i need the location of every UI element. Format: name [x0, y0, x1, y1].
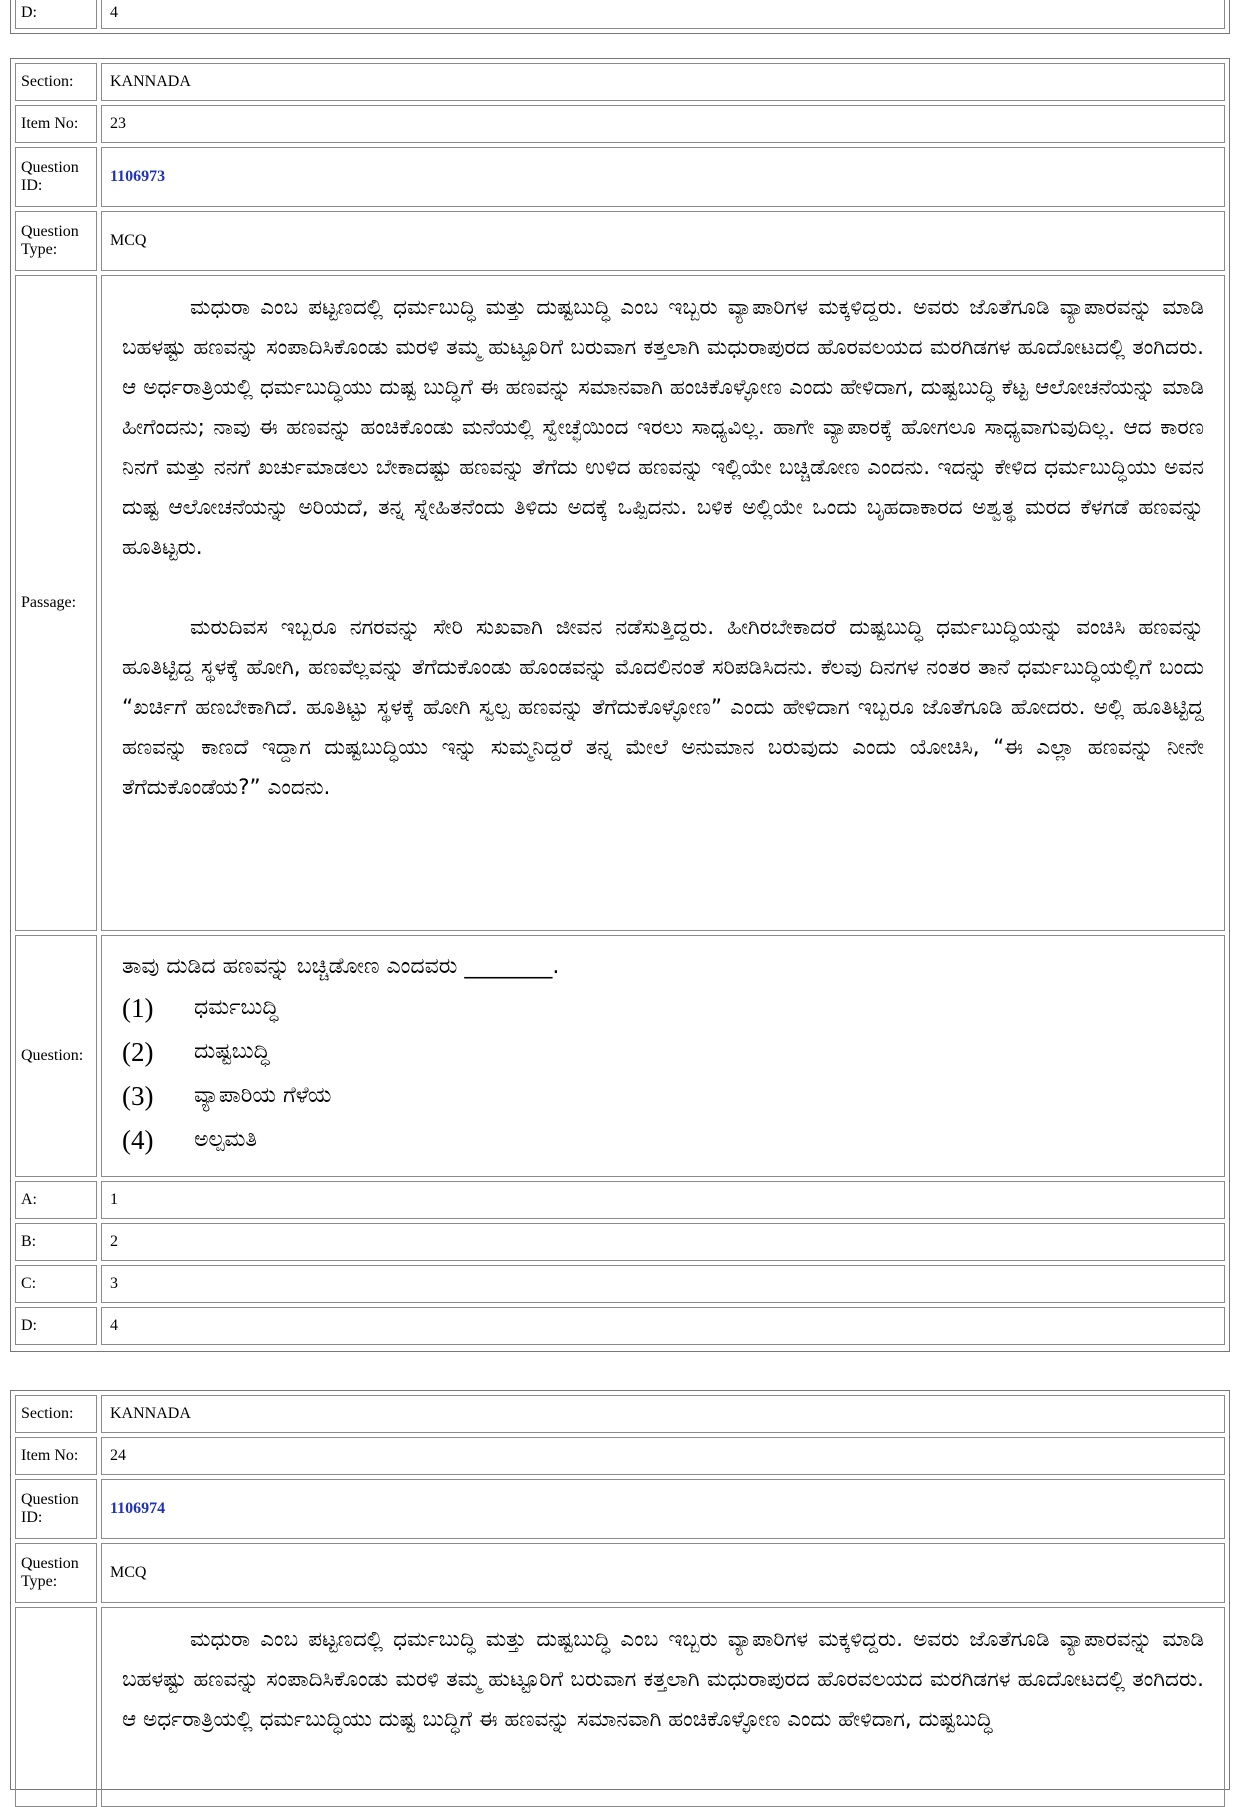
item-no-value: 24 [101, 1437, 1225, 1475]
question-type-row [15, 1543, 1225, 1603]
question-id-value [101, 147, 1225, 207]
question-type-value: MCQ [101, 211, 1225, 271]
option-text: ಅಲ್ಪಮತಿ [194, 1127, 258, 1152]
option-4 [122, 1118, 1204, 1162]
question-id-label: Question ID: [15, 147, 97, 207]
answer-label: A: [15, 1181, 97, 1219]
section-row [15, 1395, 1225, 1433]
option-text: ವ್ಯಾಪಾರಿಯ ಗೆಳೆಯ [194, 1083, 332, 1108]
question-id-value [101, 1479, 1225, 1539]
answer-row-a [15, 1181, 1225, 1219]
section-value: KANNADA [101, 1395, 1225, 1433]
item-no-row [15, 105, 1225, 143]
passage-text [101, 275, 1225, 931]
question-id: 1106973 [110, 168, 166, 185]
option-number: (3) [122, 1081, 154, 1111]
passage-paragraph-1: ಮಧುರಾ ಎಂಬ ಪಟ್ಟಣದಲ್ಲಿ ಧರ್ಮಬುದ್ಧಿ ಮತ್ತು ದುಷ್ಟಬುದ್ಧಿ ಎಂಬ ಇಬ್ಬರು ವ್ಯಾಪಾರಿಗಳ ಮಕ್ಕಳಿದ್ದರು. ಅವರು ಜೊತೆಗೂಡಿ ವ್ಯಾಪಾರವನ್ನು ಮಾಡಿ ಬಹಳಷ್ಟು ಹಣವನ್ನು ಸಂಪಾದಿಸಿಕೊಂಡು ಮರಳಿ ತಮ್ಮ ಹುಟ್ಟೂರಿಗೆ ಬರುವಾಗ ಕತ್ತಲಾಗಿ ಮಧುರಾಪುರದ ಹೊರವಲಯದ ಮರಗಿಡಗಳ ಹೂದೋಟದಲ್ಲಿ ತಂಗಿದರು. ಆ ಅರ್ಧರಾತ್ರಿಯಲ್ಲಿ ಧರ್ಮಬುದ್ಧಿಯು ದುಷ್ಟ ಬುದ್ಧಿಗೆ ಈ ಹಣವನ್ನು ಸಮಾನವಾಗಿ ಹಂಚಿಕೊಳ್ಳೋಣ ಎಂದು ಹೇಳಿದಾಗ, ದುಷ್ಟಬುದ್ಧಿ ಕೆಟ್ಟ ಆಲೋಚನೆಯನ್ನು ಮಾಡಿ ಹೀಗೆಂದನು; ನಾವು ಈ ಹಣವನ್ನು ಹಂಚಿಕೊಂಡು ಮನೆಯಲ್ಲಿ ಸ್ವೇಚ್ಛೆಯಿಂದ ಇರಲು ಸಾಧ್ಯವಿಲ್ಲ. ಹಾಗೇ ವ್ಯಾಪಾರಕ್ಕೆ ಹೋಗಲೂ ಸಾಧ್ಯವಾಗುವುದಿಲ್ಲ. ಆದ ಕಾರಣ ನಿನಗೆ ಮತ್ತು ನನಗೆ ಖರ್ಚುಮಾಡಲು ಬೇಕಾದಷ್ಟು ಹಣವನ್ನು ತೆಗೆದು ಉಳಿದ ಹಣವನ್ನು ಇಲ್ಲಿಯೇ ಬಚ್ಚಿಡೋಣ ಎಂದನು. ಇದನ್ನು ಕೇಳಿದ ಧರ್ಮಬುದ್ಧಿಯು ಅವನ ದುಷ್ಟ ಆಲೋಚನೆಯನ್ನು ಅರಿಯದೆ, ತನ್ನ ಸ್ನೇಹಿತನೆಂದು ತಿಳಿದು ಅದಕ್ಕೆ ಒಪ್ಪಿದನು. ಬಳಿಕ ಅಲ್ಲಿಯೇ ಒಂದು ಬೃಹದಾಕಾರದ ಅಶ್ವತ್ಥ ಮರದ ಕೆಳಗಡೆ ಹಣವನ್ನು ಹೂತಿಟ್ಟರು. [122, 295, 1204, 560]
answer-row-c [15, 1265, 1225, 1303]
answer-value: 1 [101, 1181, 1225, 1219]
option-text: ದುಷ್ಟಬುದ್ಧಿ [194, 1039, 270, 1064]
answer-value: 3 [101, 1265, 1225, 1303]
question-content [101, 935, 1225, 1177]
option-2 [122, 1030, 1204, 1074]
answer-row-d [15, 0, 1225, 29]
question-id: 1106974 [110, 1500, 166, 1517]
section-value: KANNADA [101, 63, 1225, 101]
answer-label: C: [15, 1265, 97, 1303]
section-label: Section: [15, 63, 97, 101]
question-label: Question: [15, 935, 97, 1177]
passage-label: Passage: [15, 275, 97, 931]
option-number: (1) [122, 993, 154, 1023]
option-1 [122, 986, 1204, 1030]
option-number: (4) [122, 1125, 154, 1155]
item-no-row [15, 1437, 1225, 1475]
question-id-label: Question ID: [15, 1479, 97, 1539]
question-stem: ತಾವು ದುಡಿದ ಹಣವನ್ನು ಬಚ್ಚಿಡೋಣ ಎಂದವರು ________. [122, 954, 560, 979]
question-id-row [15, 147, 1225, 207]
answer-label: B: [15, 1223, 97, 1261]
answer-row-d [15, 1307, 1225, 1345]
section-label: Section: [15, 1395, 97, 1433]
question-type-label: Question Type: [15, 211, 97, 271]
answer-value: 4 [101, 1307, 1225, 1345]
question-block-24 [10, 1390, 1230, 1790]
item-no-label: Item No: [15, 1437, 97, 1475]
passage-paragraph-2: ಮರುದಿವಸ ಇಬ್ಬರೂ ನಗರವನ್ನು ಸೇರಿ ಸುಖವಾಗಿ ಜೀವನ ನಡೆಸುತ್ತಿದ್ದರು. ಹೀಗಿರಬೇಕಾದರೆ ದುಷ್ಟಬುದ್ಧಿ ಧರ್ಮಬುದ್ಧಿಯನ್ನು ವಂಚಿಸಿ ಹಣವನ್ನು ಹೂತಿಟ್ಟಿದ್ದ ಸ್ಥಳಕ್ಕೆ ಹೋಗಿ, ಹಣವೆಲ್ಲವನ್ನು ತೆಗೆದುಕೊಂಡು ಹೊಂಡವನ್ನು ಮೊದಲಿನಂತೆ ಸರಿಪಡಿಸಿದನು. ಕೆಲವು ದಿನಗಳ ನಂತರ ತಾನೆ ಧರ್ಮಬುದ್ಧಿಯಲ್ಲಿಗೆ ಬಂದು “ಖರ್ಚಿಗೆ ಹಣಬೇಕಾಗಿದೆ. ಹೂತಿಟ್ಟು ಸ್ಥಳಕ್ಕೆ ಹೋಗಿ ಸ್ವಲ್ಪ ಹಣವನ್ನು ತೆಗೆದುಕೊಳ್ಳೋಣ” ಎಂದು ಹೇಳಿದಾಗ ಇಬ್ಬರೂ ಜೊತೆಗೂಡಿ ಹೋದರು. ಅಲ್ಲಿ ಹೂತಿಟ್ಟಿದ್ದ ಹಣವನ್ನು ಕಾಣದೆ ಇದ್ದಾಗ ದುಷ್ಟಬುದ್ಧಿಯು ಇನ್ನು ಸುಮ್ಮನಿದ್ದರೆ ತನ್ನ ಮೇಲೆ ಅನುಮಾನ ಬರುವುದು ಎಂದು ಯೋಚಿಸಿ, “ಈ ಎಲ್ಲಾ ಹಣವನ್ನು ನೀನೇ ತೆಗೆದುಕೊಂಡೆಯ?” ಎಂದನು. [122, 615, 1204, 800]
question-type-value: MCQ [101, 1543, 1225, 1603]
question-type-label: Question Type: [15, 1543, 97, 1603]
prev-question-tail [10, 0, 1230, 34]
option-text: ಧರ್ಮಬುದ್ಧಿ [194, 995, 279, 1020]
passage-row [15, 1607, 1225, 1807]
question-row [15, 935, 1225, 1177]
item-no-value: 23 [101, 105, 1225, 143]
answer-row-b [15, 1223, 1225, 1261]
section-row [15, 63, 1225, 101]
option-3 [122, 1074, 1204, 1118]
question-id-row [15, 1479, 1225, 1539]
answer-label: D: [15, 0, 97, 29]
option-number: (2) [122, 1037, 154, 1067]
passage-label [15, 1607, 97, 1807]
passage-text [101, 1607, 1225, 1807]
question-block-23 [10, 58, 1230, 1352]
passage-paragraph-1: ಮಧುರಾ ಎಂಬ ಪಟ್ಟಣದಲ್ಲಿ ಧರ್ಮಬುದ್ಧಿ ಮತ್ತು ದುಷ್ಟಬುದ್ಧಿ ಎಂಬ ಇಬ್ಬರು ವ್ಯಾಪಾರಿಗಳ ಮಕ್ಕಳಿದ್ದರು. ಅವರು ಜೊತೆಗೂಡಿ ವ್ಯಾಪಾರವನ್ನು ಮಾಡಿ ಬಹಳಷ್ಟು ಹಣವನ್ನು ಸಂಪಾದಿಸಿಕೊಂಡು ಮರಳಿ ತಮ್ಮ ಹುಟ್ಟೂರಿಗೆ ಬರುವಾಗ ಕತ್ತಲಾಗಿ ಮಧುರಾಪುರದ ಹೊರವಲಯದ ಮರಗಿಡಗಳ ಹೂದೋಟದಲ್ಲಿ ತಂಗಿದರು. ಆ ಅರ್ಧರಾತ್ರಿಯಲ್ಲಿ ಧರ್ಮಬುದ್ಧಿಯು ದುಷ್ಟ ಬುದ್ಧಿಗೆ ಈ ಹಣವನ್ನು ಸಮಾನವಾಗಿ ಹಂಚಿಕೊಳ್ಳೋಣ ಎಂದು ಹೇಳಿದಾಗ, ದುಷ್ಟಬುದ್ಧಿ [122, 1627, 1204, 1732]
passage-row [15, 275, 1225, 931]
answer-label: D: [15, 1307, 97, 1345]
answer-value: 4 [101, 0, 1225, 29]
question-type-row [15, 211, 1225, 271]
item-no-label: Item No: [15, 105, 97, 143]
answer-value: 2 [101, 1223, 1225, 1261]
